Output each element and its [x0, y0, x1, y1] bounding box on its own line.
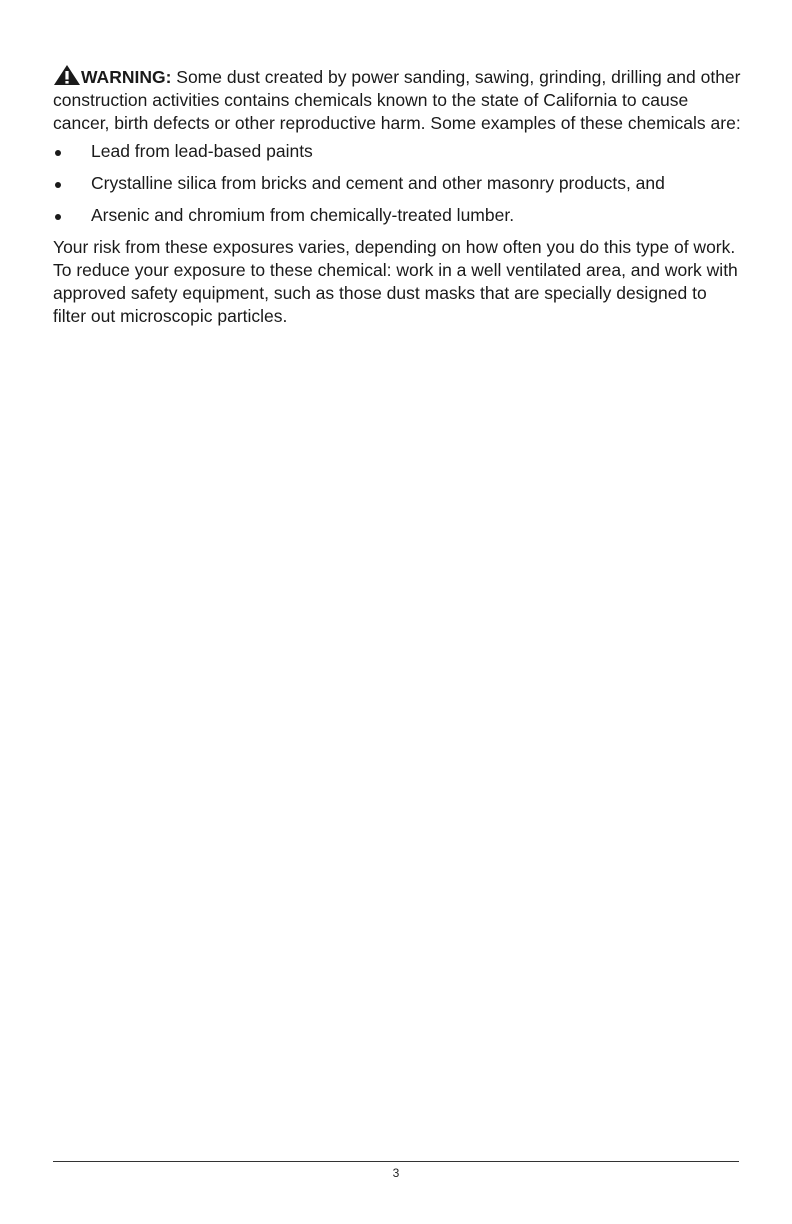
- page-number: 3: [392, 1166, 400, 1180]
- list-item-text: Arsenic and chromium from chemically-treated lumber.: [91, 205, 515, 225]
- list-item: [53, 204, 743, 227]
- chemical-list: [53, 140, 743, 227]
- footer-divider: [53, 1161, 739, 1162]
- bullet-icon: [55, 214, 61, 220]
- list-item: [53, 140, 743, 163]
- warning-text: Some dust created by power sanding, sawing, grinding, drilling and other construction activities contains chemicals known to the state of California to cause cancer, birth defects or other reproductive harm. Some examples of these chemicals are:: [53, 67, 741, 133]
- bullet-icon: [55, 182, 61, 188]
- risk-paragraph: Your risk from these exposures varies, depending on how often you do this type of work. To reduce your exposure to these chemical: work in a well ventilated area, and work with approved safety equipment, such as those dust masks that are specially designed to filter out microscopic particles.: [53, 237, 738, 326]
- list-item: [53, 172, 743, 195]
- document-body: [53, 64, 743, 328]
- warning-triangle-icon: [53, 64, 81, 86]
- warning-paragraph: [53, 64, 743, 135]
- list-item-text: Lead from lead-based paints: [91, 141, 313, 161]
- warning-label: WARNING:: [81, 67, 172, 87]
- list-item-text: Crystalline silica from bricks and cement and other masonry products, and: [91, 173, 665, 193]
- bullet-icon: [55, 150, 61, 156]
